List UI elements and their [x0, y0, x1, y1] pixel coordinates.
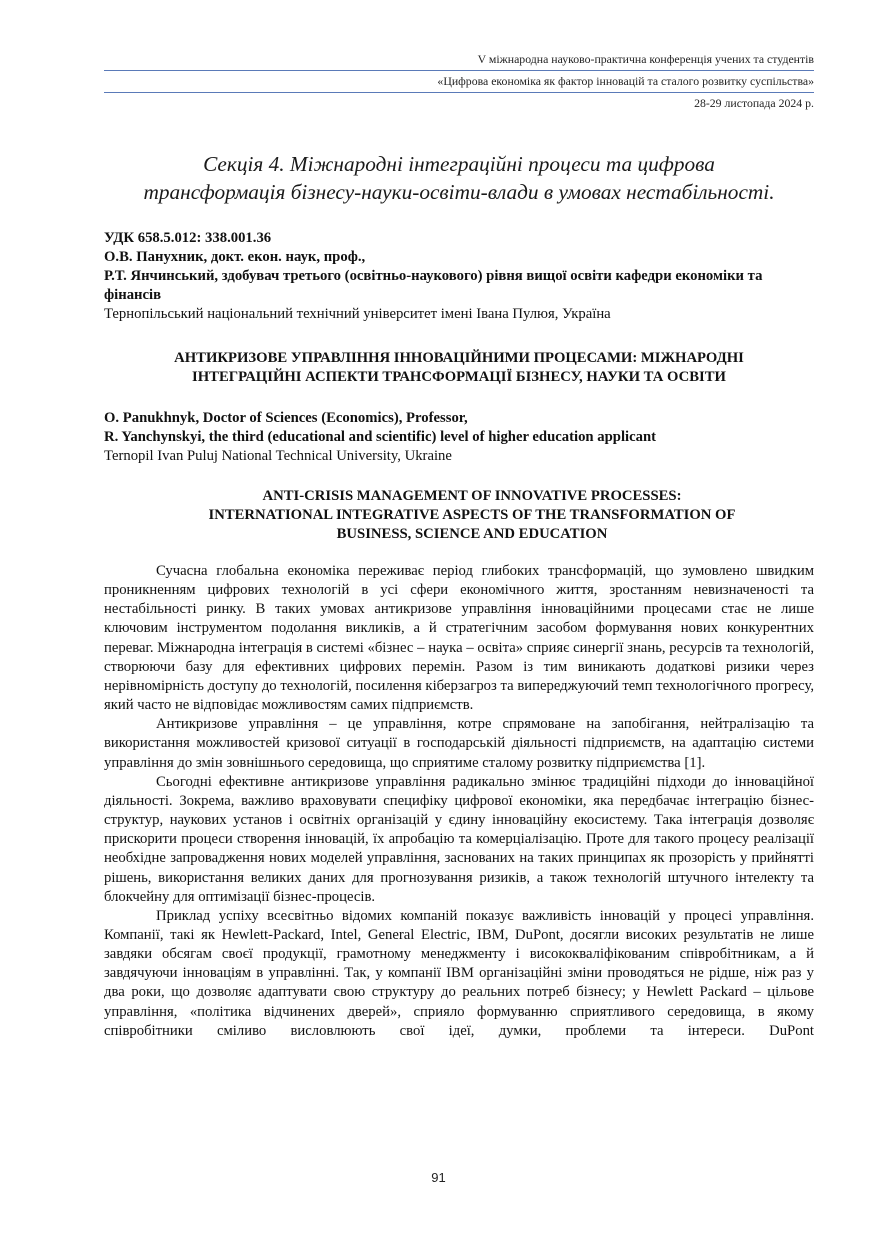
header-rule-bottom: [104, 92, 814, 93]
udk-code: УДК 658.5.012: 338.001.36: [104, 230, 272, 246]
body-paragraph-2: Антикризове управління – це управління, котре спрямоване на запобігання, нейтралізацію та використання можливостей кризової ситуації в господарській діяльності підприємств, на адаптацію системи управління до змін зовнішнього середовища, що сприятиме сталому розвитку підприємства [1].: [104, 716, 814, 771]
authors-ua-block: [104, 229, 814, 324]
section-title: [104, 150, 814, 206]
article-title-en-line-2: INTERNATIONAL INTEGRATIVE ASPECTS OF THE TRANSFORMATION OF: [208, 507, 736, 523]
author-en-1: O. Panukhnyk, Doctor of Sciences (Economics), Professor,: [104, 410, 468, 426]
article-title-en-line-3: BUSINESS, SCIENCE AND EDUCATION: [336, 526, 608, 542]
author-en-2: R. Yanchynskyi, the third (educational and scientific) level of higher education applicant: [104, 429, 657, 445]
authors-en-block: [104, 409, 814, 466]
article-title-ua-line-1: АНТИКРИЗОВЕ УПРАВЛІННЯ ІННОВАЦІЙНИМИ ПРОЦЕСАМИ: МІЖНАРОДНІ: [174, 350, 744, 366]
header-conference-name: V міжнародна науково-практична конференція учених та студентів: [477, 52, 814, 66]
header-conference-theme: «Цифрова економіка як фактор інновацій та сталого розвитку суспільства»: [437, 74, 814, 88]
body-paragraph-3: Сьогодні ефективне антикризове управління радикально змінює традиційні підходи до інноваційної діяльності. Зокрема, важливо враховувати специфіку цифрової економіки, яка передбачає інтеграцію бізнес-структур, наукових установ і освітніх організацій у єдину інноваційну екосистему. Така інтеграція дозволяє прискорити процеси створення інновацій, їх апробацію та комерціалізацію. Проте для такого процесу реалізації необхідне запровадження нових моделей управління, заснованих на таких принципах як прозорість у прийнятті рішень, використання великих даних для прогнозування ризиків, а також технологій штучного інтелекту та блокчейну для оптимізації бізнес-процесів.: [104, 773, 814, 905]
section-title-line-1: Секція 4. Міжнародні інтеграційні процеси та цифрова: [203, 152, 715, 176]
article-body: [104, 562, 814, 1041]
body-paragraph-4: Приклад успіху всесвітньо відомих компаній показує важливість інновацій у процесі управління. Компанії, такі як Hewlett-Packard, Intel, General Electric, IBM, DuPont, досягли високих результатів не лише завдяки обсягам своєї продукції, грамотному менеджменту і висококваліфікованим співробітникам, а й завдячуючи інноваціям в управлінні. Так, у компанії IBM організаційні зміни проводяться не рідше, ніж раз у два роки, що дозволяє адаптувати свою структуру до реальних потреб бізнесу; у Hewlett Packard – цільове управління, «політика відчинених дверей», сприяло формуванню сприятливого середовища, в якому співробітники сміливо висловлюють свої ідеї, думки, проблеми та інтереси. DuPont: [104, 907, 814, 1039]
page-number: 91: [431, 1170, 446, 1185]
author-ua-1: О.В. Панухник, докт. екон. наук, проф.,: [104, 249, 366, 265]
author-ua-2: Р.Т. Янчинський, здобувач третього (освітньо-наукового) рівня вищої освіти кафедри економіки та фінансів: [104, 268, 763, 303]
affiliation-en: Ternopil Ivan Puluj National Technical University, Ukraine: [104, 448, 452, 464]
body-paragraph-1: Сучасна глобальна економіка переживає період глибоких трансформацій, що зумовлено швидким проникненням цифрових технологій в усі сфери економічного життя, зростанням невизначеності та нестабільності ринку. В таких умовах антикризове управління інноваційними процесами стає не лише ключовим інструментом подолання викликів, а й стратегічним засобом формування нових конкурентних переваг. Міжнародна інтеграція в системі «бізнес – наука – освіта» сприяє синергії знань, ресурсів та технологій, створюючи базу для ефективних цифрових перемін. Разом із тим виникають додаткові ризики через нерівномірність доступу до технологій, посилення кіберзагроз та випереджуючий темп технологічного прогресу, який часто не відповідає можливостям самих підприємств.: [104, 563, 814, 714]
section-title-line-2: трансформація бізнесу-науки-освіти-влади в умовах нестабільності.: [143, 180, 775, 204]
affiliation-ua: Тернопільський національний технічний університет імені Івана Пулюя, Україна: [104, 306, 611, 322]
header-rule-top: [104, 70, 814, 71]
article-title-en-line-1: ANTI-CRISIS MANAGEMENT OF INNOVATIVE PROCESSES:: [262, 488, 682, 504]
header-dates: 28-29 листопада 2024 р.: [694, 96, 814, 110]
article-title-ua: [104, 349, 814, 387]
article-title-en: [130, 487, 814, 544]
article-title-ua-line-2: ІНТЕГРАЦІЙНІ АСПЕКТИ ТРАНСФОРМАЦІЇ БІЗНЕСУ, НАУКИ ТА ОСВІТИ: [192, 369, 726, 385]
